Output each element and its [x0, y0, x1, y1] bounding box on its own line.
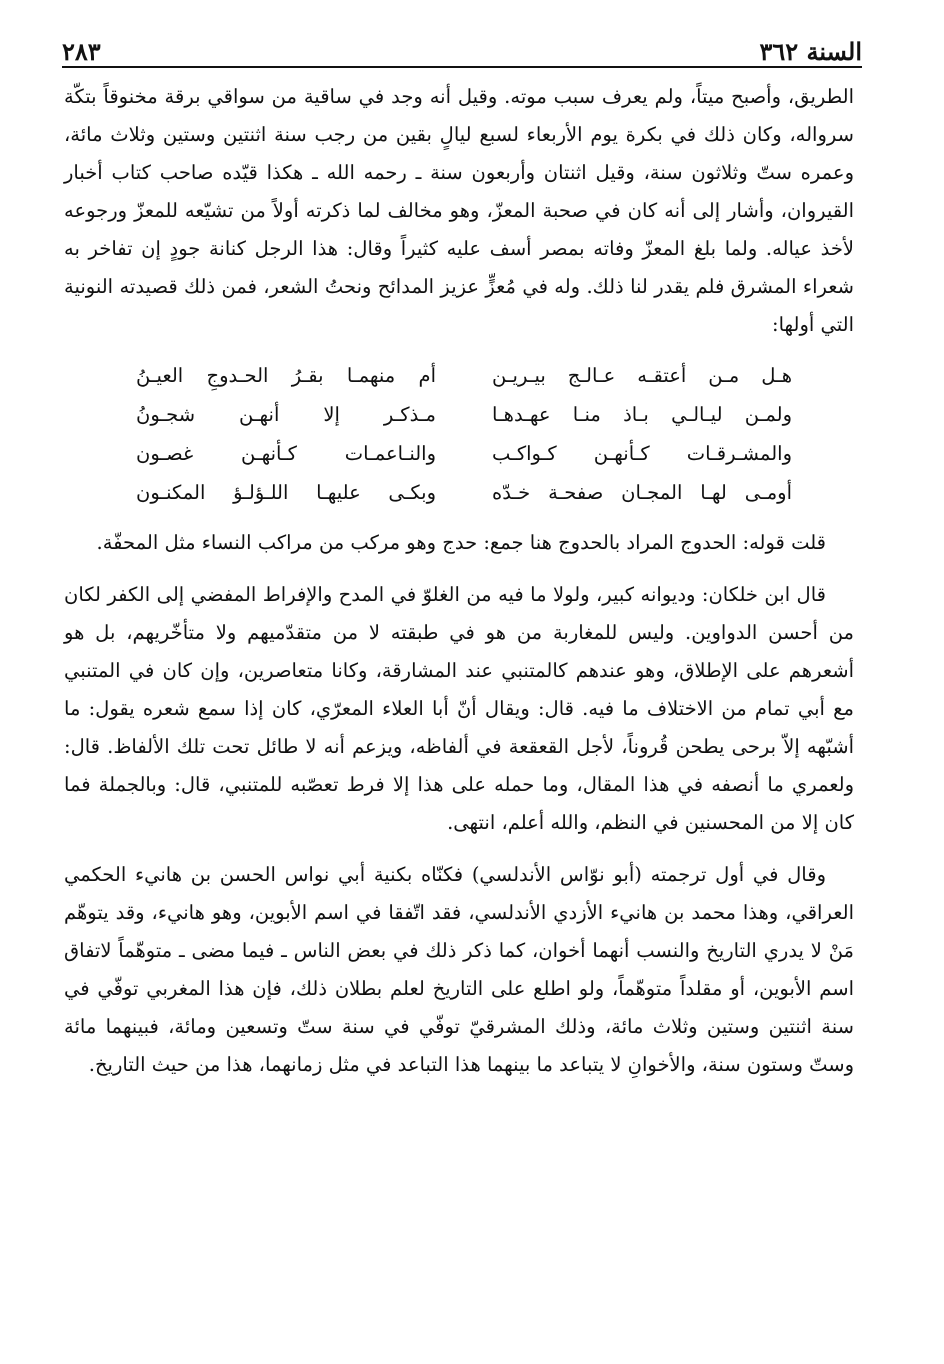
poem-verse — [64, 473, 854, 512]
verse-first-hemistich: هـل مـن أعتقـه عـالـج بيـريـن — [492, 364, 792, 387]
poem-verse — [64, 434, 854, 473]
paragraph-3: قال ابن خلكان: وديوانه كبير، ولولا ما فيه من الغلوّ في المدح والإفراط المفضي إلى الكفر لكان من أحسن الدواوين. وليس للمغاربة من هو في طبقته لا من متقدّميهم ولا متأخّريهم، بل هو أشعرهم على الإطلاق، وهو عندهم كالمتنبي عند المشارقة، وكانا متعاصرين، وإن كان في المتنبي مع أبي تمام من الاختلاف ما فيه. قال: ويقال أنّ أبا العلاء المعرّي، كان إذا سمع شعره يقول: ما أشبّهه إلاّ برحى يطحن قُروناً، لأجل القعقعة في ألفاظه، ويزعم أنه لا طائل تحت تلك الألفاظ. قال: ولعمري ما أنصفه في هذا المقال، وما حمله على هذا إلا فرط تعصّبه للمتنبي، قال: وبالجملة فما كان إلا من المحسنين في النظم، والله أعلم، انتهى. — [64, 583, 854, 834]
verse-second-hemistich: والنـاعمـات كـأنهـن غصـون — [136, 442, 436, 465]
verse-second-hemistich: مـذكـر إلا أنهـن شجـونُ — [136, 403, 436, 426]
page-number: ٢٨٣ — [62, 37, 101, 66]
poem-verse — [64, 356, 854, 395]
paragraph-1: الطريق، وأصبح ميتاً، ولم يعرف سبب موته. وقيل أنه وجد في ساقية من سواقي برقة مخنوقاً بتكّة سرواله، وكان ذلك في بكرة يوم الأربعاء لسبع ليالٍ بقين من رجب سنة اثنتين وستين وثلاث مائة، وعمره ستّ وثلاثون سنة، وقيل اثنتان وأربعون سنة ـ رحمه الله ـ هكذا قيّده صاحب كتاب أخبار القيروان، وأشار إلى أنه كان في صحبة المعزّ، وهو مخالف لما ذكرته أولاً من تشيّعه للمعزّ ورجوعه لأخذ عياله. ولما بلغ المعزّ وفاته بمصر أسف عليه كثيراً وقال: هذا الرجل كنانة جودٍ إن تفاخر به شعراء المشرق فلم يقدر لنا ذلك. وله في مُعزٍّ عزيز المدائح ونحتُ الشعر، فمن ذلك قصيدته النونية التي أولها: — [64, 85, 854, 336]
verse-second-hemistich: أم منهمـا بقـرُ الحـدوجِ العيـنُ — [136, 364, 436, 387]
poem-verse — [64, 395, 854, 434]
verse-second-hemistich: وبكـى عليهـا اللـؤلـؤ المكنـون — [136, 481, 436, 504]
verse-first-hemistich: والمشـرقـات كـأنهـن كـواكـب — [492, 442, 792, 465]
paragraph-2: قلت قوله: الحدوج المراد بالحدوج هنا جمع: حدج وهو مركب من مراكب النساء مثل المحفّة. — [96, 531, 826, 554]
running-head-year: السنة ٣٦٢ — [759, 37, 862, 66]
paragraph-4: وقال في أول ترجمته (أبو نوّاس الأندلسي) فكنّاه بكنية أبي نواس الحسن بن هانيء الحكمي العراقي، وهذا محمد بن هانيء الأزدي الأندلسي، فقد اتّفقا في اسم الأبوين، وهو هانيء، وقد يتوهّم مَنْ لا يدري التاريخ والنسب أنهما أخوان، كما ذكر ذلك في بعض الناس ـ فيما مضى ـ متوهّماً لاتفاق اسم الأبوين، أو مقلداً متوهّماً، ولو اطلع على التاريخ لعلم بطلان ذلك، فإن هذا المغربي توفّي في سنة اثنتين وستين وثلاث مائة، وذلك المشرقيّ توفّي في سنة ستّ وتسعين ومائة، فبينهما مائة وستّ وستون سنة، والأخوانِ لا يتباعد ما بينهما هذا التباعد في مثل زمانهما، هذا من حيث التاريخ. — [64, 863, 854, 1076]
verse-first-hemistich: ولمـن ليـالـي بـاذ منـا عهـدهـا — [492, 403, 792, 426]
page-header — [62, 22, 862, 66]
header-rule — [62, 66, 862, 68]
poem-block — [64, 356, 854, 512]
verse-first-hemistich: أومـى لهـا المجـان صفحـة خـدّه — [492, 481, 792, 504]
page-body — [64, 78, 854, 1084]
